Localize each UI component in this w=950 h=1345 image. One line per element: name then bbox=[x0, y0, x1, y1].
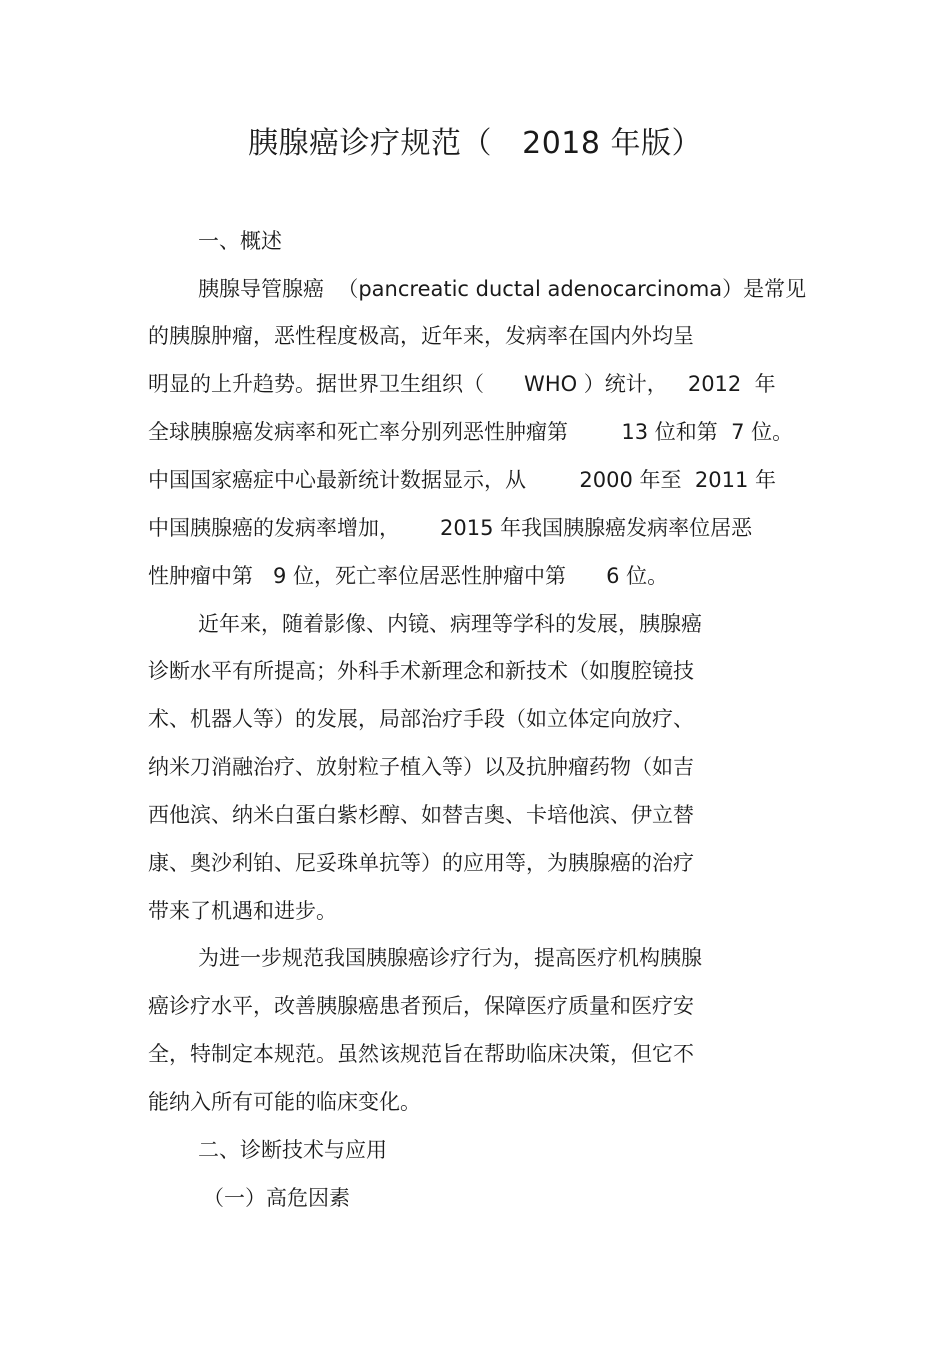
paragraph-line: 康、奥沙利铂、尼妥珠单抗等）的应用等，为胰腺癌的治疗 bbox=[148, 851, 694, 875]
paragraph-line: 全，特制定本规范。虽然该规范旨在帮助临床决策，但它不 bbox=[148, 1042, 694, 1066]
paragraph-line: 癌诊疗水平，改善胰腺癌患者预后，保障医疗质量和医疗安 bbox=[148, 994, 694, 1018]
subsection-heading-risk-factors: （一）高危因素 bbox=[203, 1186, 350, 1210]
paragraph-line: 诊断水平有所提高；外科手术新理念和新技术（如腹腔镜技 bbox=[148, 659, 694, 683]
section-heading-diagnosis: 二、诊断技术与应用 bbox=[198, 1138, 387, 1162]
paragraph-line: 近年来，随着影像、内镜、病理等学科的发展，胰腺癌 bbox=[198, 612, 702, 636]
paragraph-line: 胰腺导管腺癌 （pancreatic ductal adenocarcinoma）是常见 bbox=[198, 277, 807, 301]
section-heading-overview: 一、概述 bbox=[198, 229, 282, 253]
paragraph-line: 纳米刀消融治疗、放射粒子植入等）以及抗肿瘤药物（如吉 bbox=[148, 755, 694, 779]
paragraph-line: 中国胰腺癌的发病率增加， 2015 年我国胰腺癌发病率位居恶 bbox=[148, 516, 753, 540]
paragraph-line: 术、机器人等）的发展，局部治疗手段（如立体定向放疗、 bbox=[148, 707, 694, 731]
paragraph-line: 性肿瘤中第 9 位，死亡率位居恶性肿瘤中第 6 位。 bbox=[148, 564, 669, 588]
paragraph-line: 中国国家癌症中心最新统计数据显示，从 2000 年至 2011 年 bbox=[148, 468, 776, 492]
paragraph-line: 为进一步规范我国胰腺癌诊疗行为，提高医疗机构胰腺 bbox=[198, 946, 702, 970]
paragraph-line: 明显的上升趋势。据世界卫生组织（ WHO ）统计， 2012 年 bbox=[148, 372, 776, 396]
paragraph-line: 能纳入所有可能的临床变化。 bbox=[148, 1090, 421, 1114]
paragraph-line: 西他滨、纳米白蛋白紫杉醇、如替吉奥、卡培他滨、伊立替 bbox=[148, 803, 694, 827]
paragraph-line: 的胰腺肿瘤，恶性程度极高，近年来，发病率在国内外均呈 bbox=[148, 324, 694, 348]
paragraph-line: 带来了机遇和进步。 bbox=[148, 899, 337, 923]
document-title: 胰腺癌诊疗规范（ 2018 年版） bbox=[248, 126, 702, 161]
paragraph-line: 全球胰腺癌发病率和死亡率分别列恶性肿瘤第 13 位和第 7 位。 bbox=[148, 420, 794, 444]
